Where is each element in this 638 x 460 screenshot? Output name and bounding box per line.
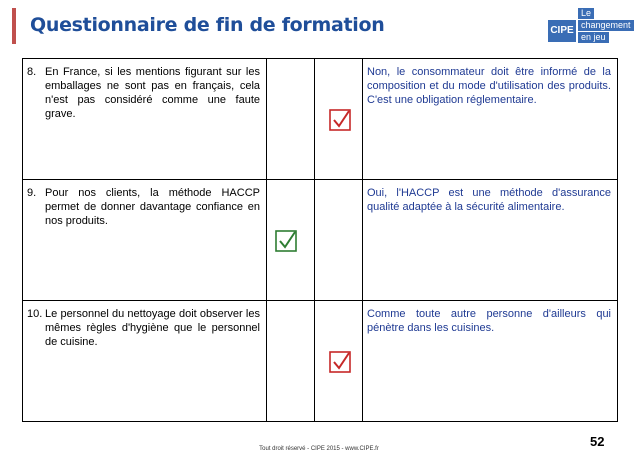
question-number: 9. (27, 187, 37, 199)
question-cell (23, 59, 267, 180)
answer-text: Comme toute autre personne d'ailleurs qui pénètre dans les cuisines. (367, 308, 611, 334)
page-title: Questionnaire de fin de formation (30, 14, 385, 36)
checkbox-checked-true-icon[interactable] (275, 230, 297, 252)
false-cell[interactable] (315, 180, 363, 301)
title-accent-bar (12, 8, 16, 44)
answer-cell (363, 180, 618, 301)
answer-text: Oui, l'HACCP est une méthode d'assurance qualité adaptée à la sécurité alimentaire. (367, 187, 611, 213)
footer-copyright: Tout droit réservé - CIPE 2015 - www.CIPE.fr (259, 446, 379, 452)
true-cell[interactable] (267, 59, 315, 180)
question-row (23, 180, 618, 301)
logo-tagline-1: Le (578, 8, 594, 19)
question-cell (23, 301, 267, 422)
question-number: 10. (27, 308, 43, 320)
answer-cell (363, 301, 618, 422)
question-text: En France, si les mentions figurant sur les emballages ne sont pas en français, cela n'est pas considéré comme une faute grave. (45, 66, 260, 120)
checkbox-checked-false-icon[interactable] (329, 109, 351, 131)
logo-brand: CIPE (548, 20, 576, 42)
cipe-logo (548, 8, 632, 44)
answer-cell (363, 59, 618, 180)
questionnaire-table (22, 58, 618, 422)
false-cell[interactable] (315, 59, 363, 180)
true-cell[interactable] (267, 301, 315, 422)
question-text: Pour nos clients, la méthode HACCP permet de donner davantage confiance en nos produits. (45, 187, 260, 227)
false-cell[interactable] (315, 301, 363, 422)
question-row (23, 301, 618, 422)
question-row (23, 59, 618, 180)
page-number: 52 (590, 434, 605, 449)
answer-text: Non, le consommateur doit être informé de la composition et du mode d'utilisation des produits. C'est une obligation réglementaire. (367, 66, 611, 106)
question-number: 8. (27, 66, 37, 78)
question-cell (23, 180, 267, 301)
true-cell[interactable] (267, 180, 315, 301)
question-text: Le personnel du nettoyage doit observer les mêmes règles d'hygiène que le personnel de cuisine. (45, 308, 260, 348)
logo-tagline-2: changement (578, 20, 634, 31)
logo-tagline-3: en jeu (578, 32, 609, 43)
checkbox-checked-false-icon[interactable] (329, 351, 351, 373)
